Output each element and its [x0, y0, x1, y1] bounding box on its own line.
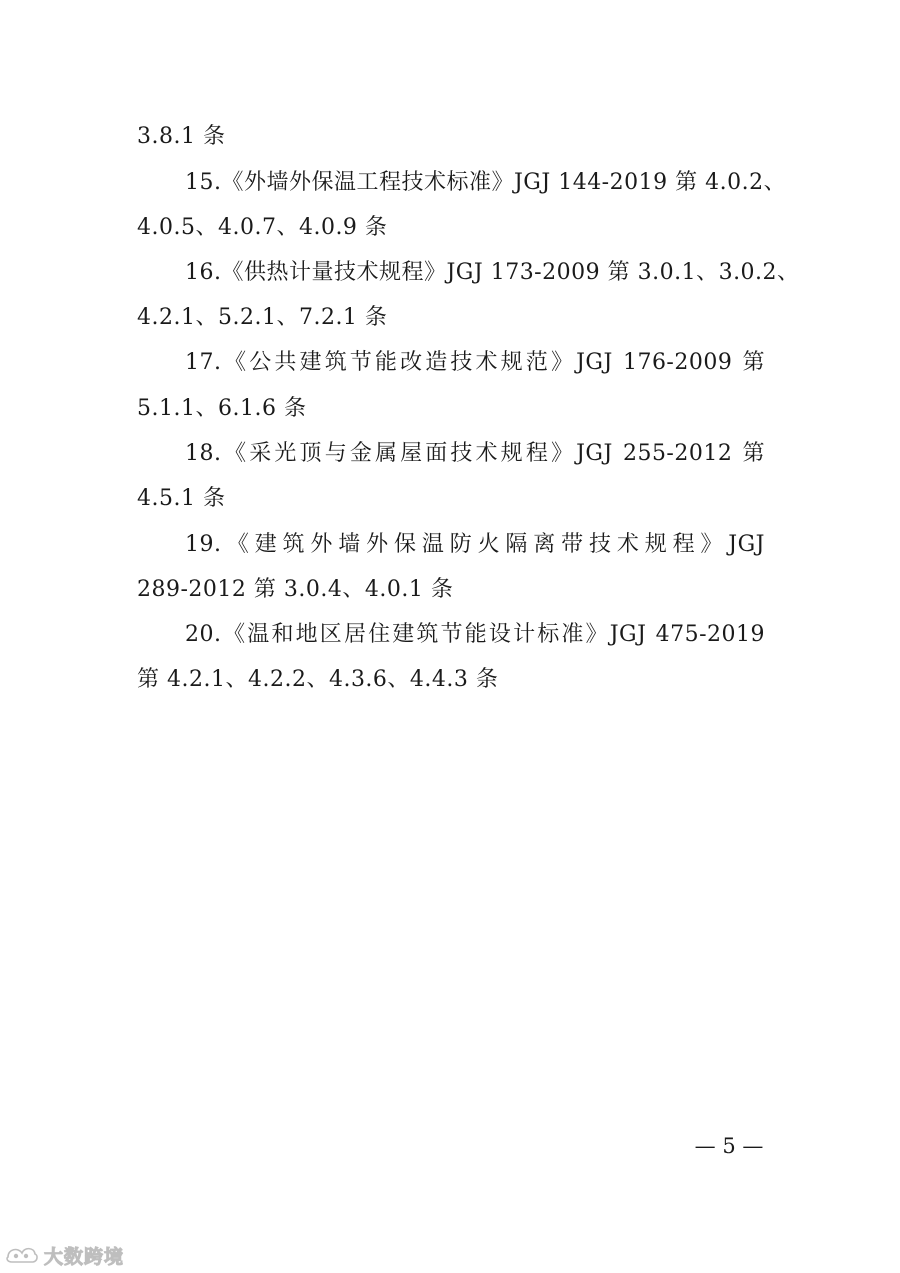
list-item-20-continuation: 第 4.2.1、4.2.2、4.3.6、4.4.3 条: [137, 667, 499, 692]
list-item-16: 16.《供热计量技术规程》JGJ 173-2009 第 3.0.1、3.0.2、: [185, 260, 800, 285]
list-item-19-continuation: 289-2012 第 3.0.4、4.0.1 条: [137, 577, 454, 602]
watermark-text: 大数跨境: [44, 1245, 125, 1268]
list-item-19: 19.《建筑外墙外保温防火隔离带技术规程》JGJ: [185, 532, 765, 557]
list-item-17: 17.《公共建筑节能改造技术规范》JGJ 176-2009 第: [185, 350, 765, 375]
page-number: — 5 —: [694, 1134, 764, 1158]
list-item-17-continuation: 5.1.1、6.1.6 条: [137, 396, 307, 421]
list-item-18: 18.《采光顶与金属屋面技术规程》JGJ 255-2012 第: [185, 441, 765, 466]
list-item-18-continuation: 4.5.1 条: [137, 486, 226, 511]
watermark-logo-icon: [4, 1243, 40, 1267]
list-item-15-continuation: 4.0.5、4.0.7、4.0.9 条: [137, 215, 388, 240]
list-item-16-continuation: 4.2.1、5.2.1、7.2.1 条: [137, 305, 388, 330]
watermark: [4, 1240, 124, 1270]
text-line: 3.8.1 条: [137, 124, 226, 149]
list-item-15: 15.《外墙外保温工程技术标准》JGJ 144-2019 第 4.0.2、: [185, 170, 787, 195]
list-item-20: 20.《温和地区居住建筑节能设计标准》JGJ 475-2019: [185, 622, 765, 647]
